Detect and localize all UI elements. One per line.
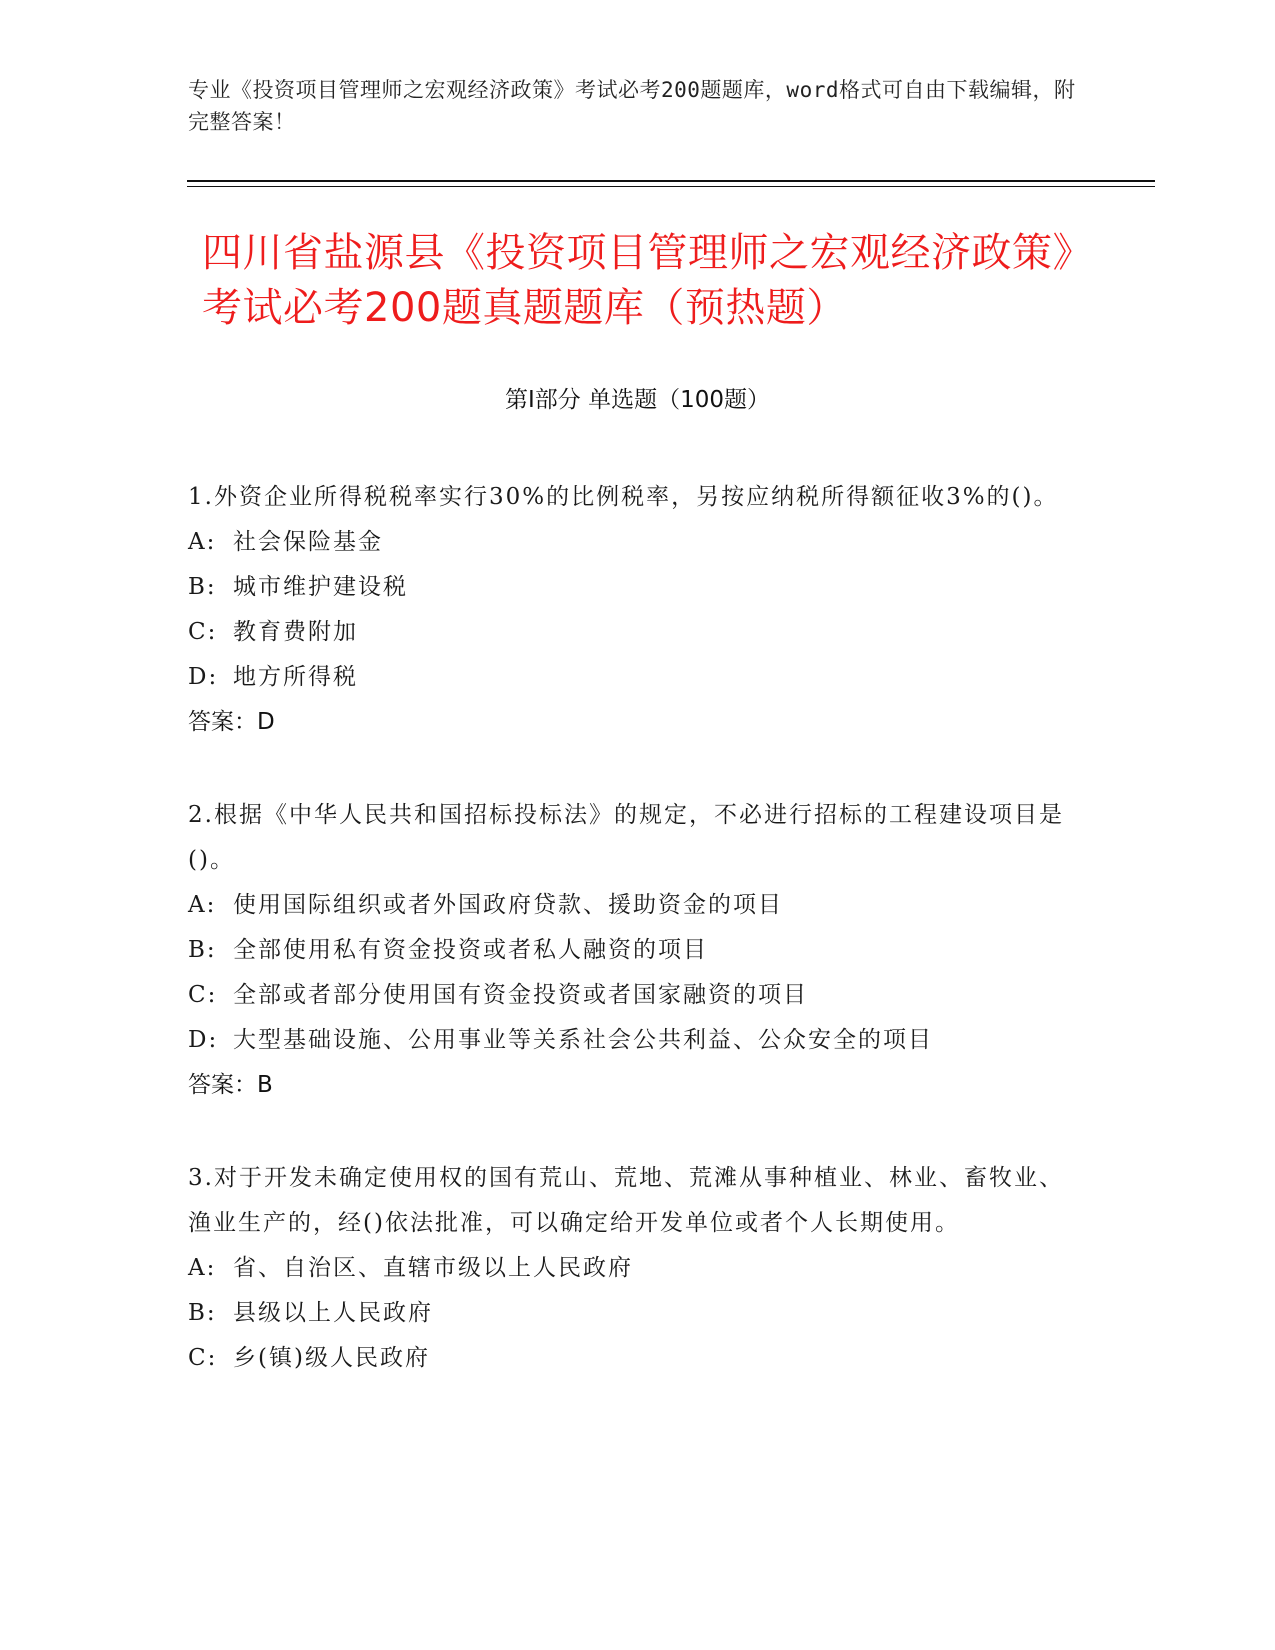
option-c <box>188 973 1068 1018</box>
option-key: B: <box>188 937 217 963</box>
option-key: A: <box>188 1255 217 1281</box>
option-text: 大型基础设施、公用事业等关系社会公共利益、公众安全的项目 <box>233 1027 933 1053</box>
option-key: D: <box>188 664 219 690</box>
option-key: A: <box>188 529 217 555</box>
option-text: 全部或者部分使用国有资金投资或者国家融资的项目 <box>233 982 808 1008</box>
question-stem: 1.外资企业所得税税率实行30%的比例税率，另按应纳税所得额征收3%的()。 <box>188 484 1059 510</box>
option-a <box>188 520 1068 565</box>
option-a <box>188 883 1068 928</box>
option-d <box>188 655 1068 700</box>
question-stem: 2.根据《中华人民共和国招标投标法》的规定，不必进行招标的工程建设项目是()。 <box>188 802 1064 873</box>
header-divider-thick <box>187 180 1155 182</box>
option-key: C: <box>188 619 218 645</box>
question-3 <box>188 1156 1068 1381</box>
document-title: 四川省盐源县《投资项目管理师之宏观经济政策》考试必考200题真题题库（预热题） <box>202 230 1093 331</box>
header-note: 专业《投资项目管理师之宏观经济政策》考试必考200题题库，word格式可自由下载编辑，附完整答案！ <box>188 78 1076 134</box>
question-list <box>188 475 1068 1429</box>
option-text: 社会保险基金 <box>233 529 383 555</box>
option-key: D: <box>188 1027 219 1053</box>
option-text: 全部使用私有资金投资或者私人融资的项目 <box>233 937 708 963</box>
option-text: 省、自治区、直辖市级以上人民政府 <box>233 1255 633 1281</box>
option-text: 县级以上人民政府 <box>233 1300 433 1326</box>
option-key: C: <box>188 982 218 1008</box>
question-2 <box>188 793 1068 1108</box>
header-divider-thin <box>187 186 1155 187</box>
answer-line: 答案：D <box>188 709 275 735</box>
question-stem: 3.对于开发未确定使用权的国有荒山、荒地、荒滩从事种植业、林业、畜牧业、渔业生产的，经()依法批准，可以确定给开发单位或者个人长期使用。 <box>188 1165 1064 1236</box>
option-d <box>188 1018 1068 1063</box>
option-text: 使用国际组织或者外国政府贷款、援助资金的项目 <box>233 892 783 918</box>
option-key: C: <box>188 1345 218 1371</box>
option-key: B: <box>188 1300 217 1326</box>
option-b <box>188 928 1068 973</box>
option-c <box>188 1336 1068 1381</box>
option-text: 城市维护建设税 <box>233 574 408 600</box>
option-key: A: <box>188 892 217 918</box>
option-key: B: <box>188 574 217 600</box>
question-1 <box>188 475 1068 745</box>
option-c <box>188 610 1068 655</box>
option-b <box>188 1291 1068 1336</box>
option-b <box>188 565 1068 610</box>
option-text: 教育费附加 <box>233 619 358 645</box>
option-text: 地方所得税 <box>233 664 358 690</box>
option-text: 乡(镇)级人民政府 <box>233 1345 430 1371</box>
answer-line: 答案：B <box>188 1072 273 1098</box>
option-a <box>188 1246 1068 1291</box>
section-title: 第Ⅰ部分 单选题（100题） <box>505 387 770 413</box>
